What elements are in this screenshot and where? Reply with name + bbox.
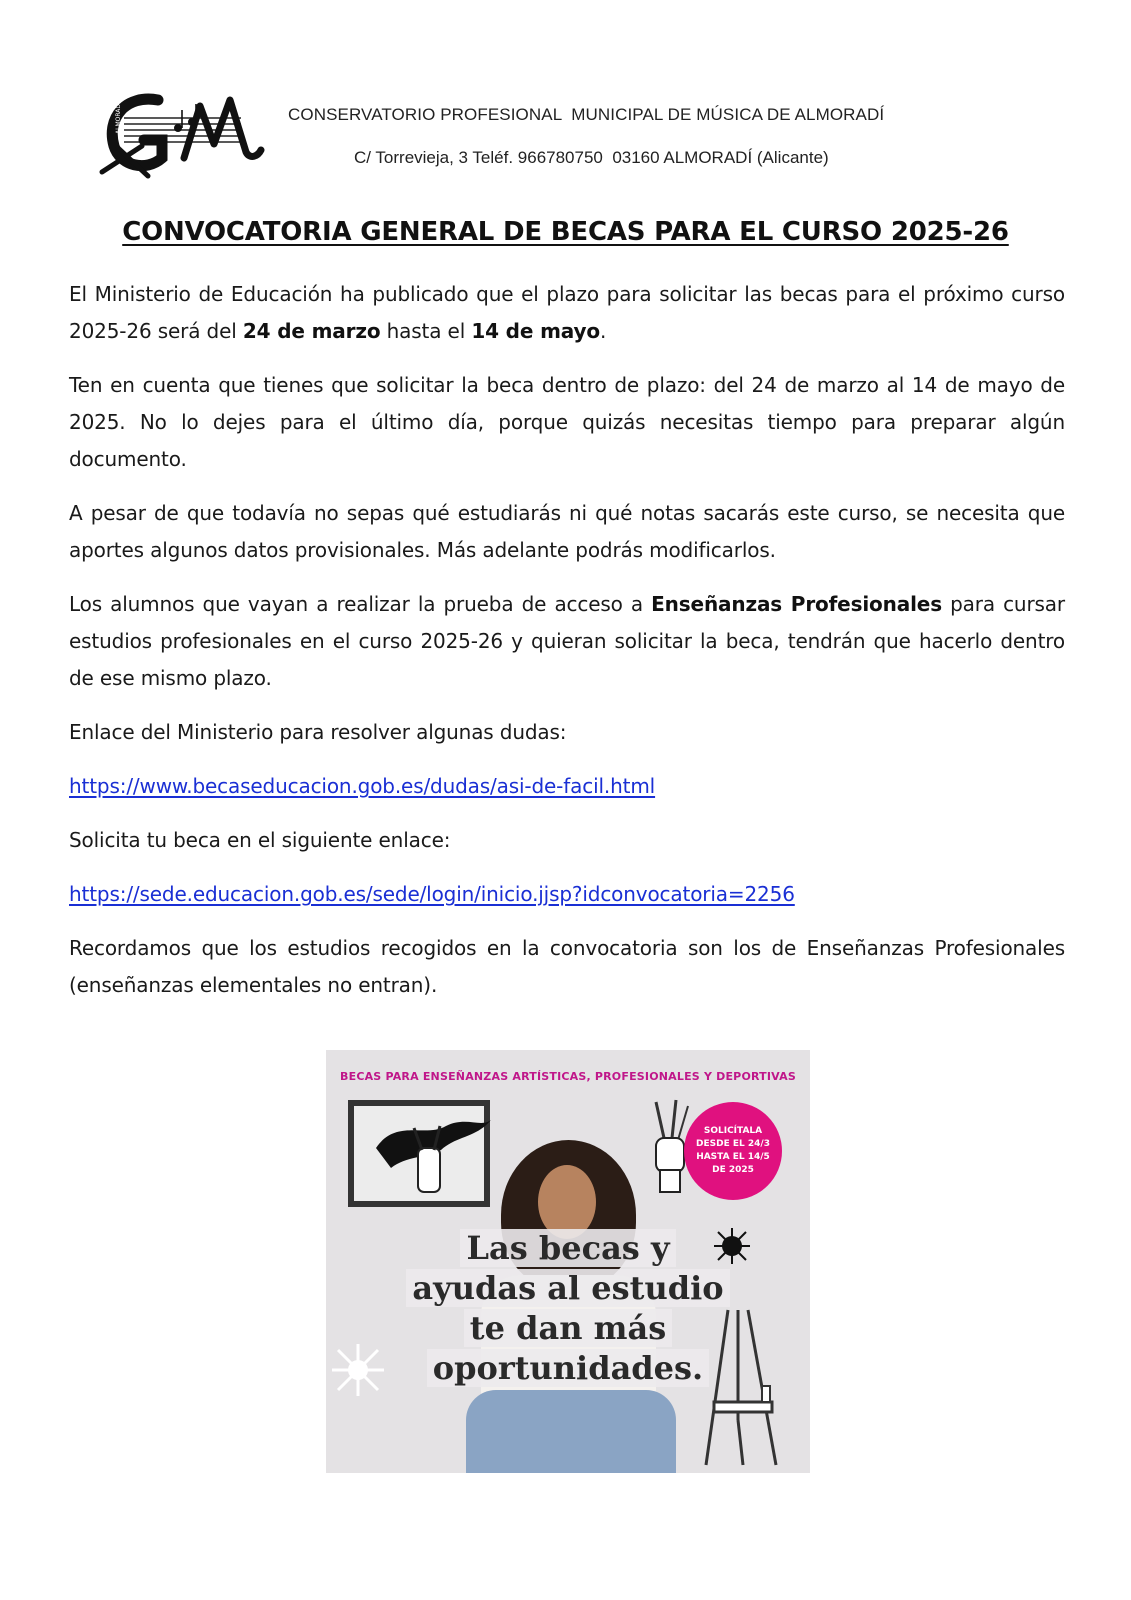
badge-line: DESDE EL 24/3 bbox=[696, 1139, 770, 1149]
paragraph-text: . bbox=[599, 319, 607, 343]
badge-line: DE 2025 bbox=[712, 1165, 754, 1175]
paragraph-text: El Ministerio de Educación ha publicado que el plazo para solicitar las becas para el próximo curso 2025-26 será del bbox=[69, 282, 1065, 343]
conservatory-logo bbox=[96, 88, 266, 180]
paragraph-reminder: Ten en cuenta que tienes que solicitar la beca dentro de plazo: del 24 de marzo al 14 de mayo de 2025. No lo dejes para el último día, porque quizás necesitas tiempo para preparar algún documento. bbox=[69, 373, 1065, 471]
faq-link[interactable]: https://www.becaseducacion.gob.es/dudas/asi-de-facil.html bbox=[69, 774, 656, 798]
start-date: 24 de marzo bbox=[242, 319, 381, 343]
paragraph-access-test bbox=[69, 586, 1065, 697]
paragraph-eligible-studies: Recordamos que los estudios recogidos en la convocatoria son los de Enseñanzas Profesionales (enseñanzas elementales no entran). bbox=[69, 936, 1065, 997]
date-badge bbox=[684, 1102, 782, 1200]
highlight-professional-studies: Enseñanzas Profesionales bbox=[651, 592, 942, 616]
headline-line: oportunidades. bbox=[427, 1349, 709, 1387]
headline-line: te dan más bbox=[464, 1309, 672, 1347]
easel-icon bbox=[688, 1300, 808, 1470]
page-title: CONVOCATORIA GENERAL DE BECAS PARA EL CURSO 2025-26 bbox=[122, 217, 1009, 247]
girl-jeans bbox=[466, 1390, 676, 1473]
paragraph-text: para cursar estudios profesionales en el curso 2025-26 y quieran solicitar la beca, tendrán que hacerlo dentro de ese mismo plazo. bbox=[69, 592, 1065, 690]
headline-line: Las becas y bbox=[460, 1229, 675, 1267]
paragraph-text: hasta el bbox=[380, 319, 472, 343]
institution-name: CONSERVATORIO PROFESIONAL MUNICIPAL DE MÚSICA DE ALMORADÍ bbox=[288, 105, 885, 124]
institution-address: C/ Torrevieja, 3 Teléf. 966780750 03160 ALMORADÍ (Alicante) bbox=[354, 148, 829, 167]
paragraph-faq-link bbox=[69, 768, 1065, 805]
paragraph-text: Los alumnos que vayan a realizar la prueba de acceso a bbox=[69, 592, 652, 616]
badge-line: SOLICÍTALA bbox=[703, 1126, 763, 1136]
document-body bbox=[69, 276, 1065, 1021]
scholarship-poster bbox=[326, 1050, 810, 1473]
paragraph-faq-intro: Enlace del Ministerio para resolver algunas dudas: bbox=[69, 720, 567, 744]
apply-link[interactable]: https://sede.educacion.gob.es/sede/login/inicio.jjsp?idconvocatoria=2256 bbox=[69, 882, 795, 906]
logo-text: ALMORADÍ bbox=[115, 102, 122, 134]
paragraph-provisional-data: A pesar de que todavía no sepas qué estudiarás ni qué notas sacarás este curso, se necesita que aportes algunos datos provisionales. Más adelante podrás modificarlos. bbox=[69, 501, 1065, 562]
letterhead bbox=[96, 88, 996, 183]
headline-line: ayudas al estudio bbox=[406, 1269, 729, 1307]
paragraph-apply-intro: Solicita tu beca en el siguiente enlace: bbox=[69, 828, 451, 852]
poster-header: BECAS PARA ENSEÑANZAS ARTÍSTICAS, PROFESIONALES Y DEPORTIVAS bbox=[340, 1070, 796, 1083]
white-splash-icon bbox=[328, 1340, 388, 1400]
paintbrush-splash-icon bbox=[356, 1108, 496, 1208]
badge-line: HASTA EL 14/5 bbox=[696, 1152, 770, 1162]
end-date: 14 de mayo bbox=[471, 319, 600, 343]
paragraph-deadline bbox=[69, 276, 1065, 350]
paragraph-apply-link bbox=[69, 876, 1065, 913]
